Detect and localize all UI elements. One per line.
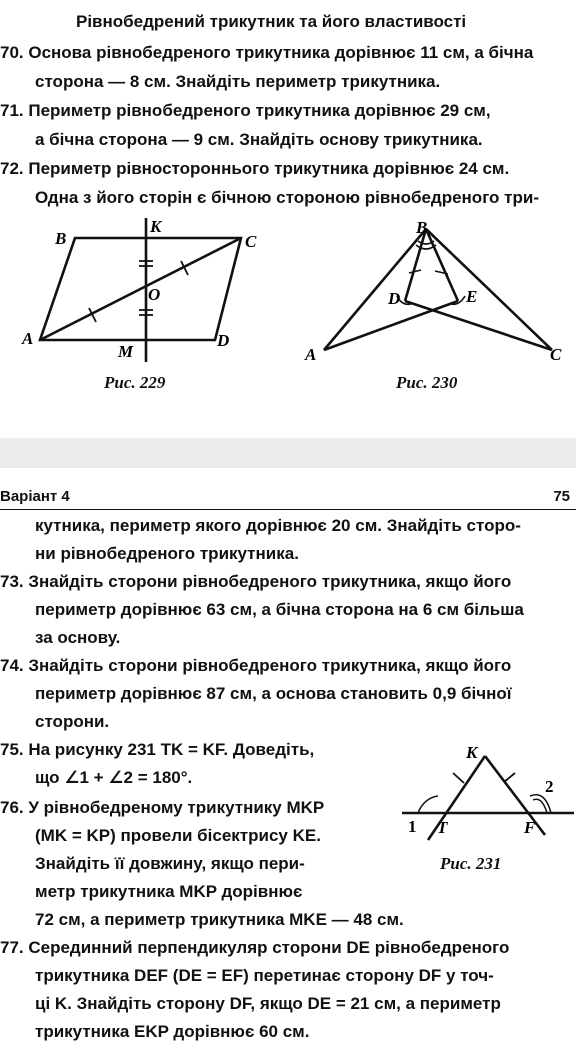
fig229-label-C: C xyxy=(245,232,257,251)
problem-73-line3: за основу. xyxy=(35,628,121,647)
problem-77-line4: трикутника EKP дорівнює 60 см. xyxy=(35,1022,310,1041)
fig229-label-B: B xyxy=(55,229,67,248)
problem-70-line2: сторона — 8 см. Знайдіть периметр трикутника. xyxy=(35,72,441,91)
problem-72-cont-line2: ни рівнобедреного трикутника. xyxy=(35,544,299,563)
fig231-label-T: T xyxy=(437,818,448,837)
problem-71-line2: а бічна сторона — 9 см. Знайдіть основу трикутника. xyxy=(35,130,483,149)
problem-76-line2: (MK = KP) провели бісектрису KE. xyxy=(35,826,321,845)
problem-76-line5: 72 см, а периметр трикутника MKE — 48 см. xyxy=(35,910,404,929)
fig230-label-E: E xyxy=(466,287,478,306)
problem-72-cont-line1: кутника, периметр якого дорівнює 20 см. Знайдіть сторо- xyxy=(35,516,521,535)
fig230-label-B: B xyxy=(416,218,428,237)
problem-74-line3: сторони. xyxy=(35,712,110,731)
fig231-label-angle1: 1 xyxy=(408,817,417,836)
problem-72-line1: 72. Периметр рівностороннього трикутника дорівнює 24 см. xyxy=(0,159,510,178)
problem-76-line4: метр трикутника MKP дорівнює xyxy=(35,882,303,901)
fig229-caption: Рис. 229 xyxy=(104,373,166,392)
problem-71-line1: 71. Периметр рівнобедреного трикутника дорівнює 29 см, xyxy=(0,101,491,120)
page-number: 75 xyxy=(553,488,570,505)
section-title: Рівнобедрений трикутник та його властивості xyxy=(76,12,467,31)
problem-73-line2: периметр дорівнює 63 см, а бічна сторона на 6 см більша xyxy=(35,600,524,619)
problem-74-line1: 74. Знайдіть сторони рівнобедреного трикутника, якщо його xyxy=(0,656,512,675)
fig231-label-angle2: 2 xyxy=(545,777,554,796)
fig231-label-F: F xyxy=(524,818,536,837)
figure-229 xyxy=(40,218,241,362)
figure-230 xyxy=(324,229,552,350)
fig230-label-A: A xyxy=(305,345,317,364)
problem-77-line1: 77. Серединний перпендикуляр сторони DE рівнобедреного xyxy=(0,938,510,957)
fig229-label-A: A xyxy=(22,329,34,348)
fig229-label-K: K xyxy=(150,217,162,236)
fig230-label-C: C xyxy=(550,345,562,364)
problem-72-line2: Одна з його сторін є бічною стороною рівнобедреного три- xyxy=(35,188,539,207)
figure-231 xyxy=(0,468,576,1050)
problem-74-line2: периметр дорівнює 87 см, а основа становить 0,9 бічної xyxy=(35,684,512,703)
fig229-label-O: O xyxy=(148,285,161,304)
problem-76-line3: Знайдіть її довжину, якщо пери- xyxy=(35,854,305,873)
fig229-label-D: D xyxy=(217,331,230,350)
figures-top xyxy=(0,0,576,438)
page-top xyxy=(0,0,576,438)
problem-75-line1: 75. На рисунку 231 TK = KF. Доведіть, xyxy=(0,740,315,759)
fig231-caption: Рис. 231 xyxy=(440,854,502,873)
problem-76-line1: 76. У рівнобедреному трикутнику MKP xyxy=(0,798,325,817)
fig229-label-M: M xyxy=(118,342,134,361)
variant-header: Варіант 4 xyxy=(0,488,70,505)
page-bottom xyxy=(0,468,576,1050)
problem-77-line3: ці K. Знайдіть сторону DF, якщо DE = 21 см, а периметр xyxy=(35,994,501,1013)
fig230-label-D: D xyxy=(388,289,401,308)
problem-73-line1: 73. Знайдіть сторони рівнобедреного трикутника, якщо його xyxy=(0,572,512,591)
problem-77-line2: трикутника DEF (DE = EF) перетинає сторону DF у точ- xyxy=(35,966,494,985)
problem-70-line1: 70. Основа рівнобедреного трикутника дорівнює 11 см, а бічна xyxy=(0,43,534,62)
fig230-caption: Рис. 230 xyxy=(396,373,458,392)
fig231-label-K: K xyxy=(466,743,478,762)
page-gap xyxy=(0,438,576,468)
problem-75-line2: що ∠1 + ∠2 = 180°. xyxy=(35,768,193,787)
